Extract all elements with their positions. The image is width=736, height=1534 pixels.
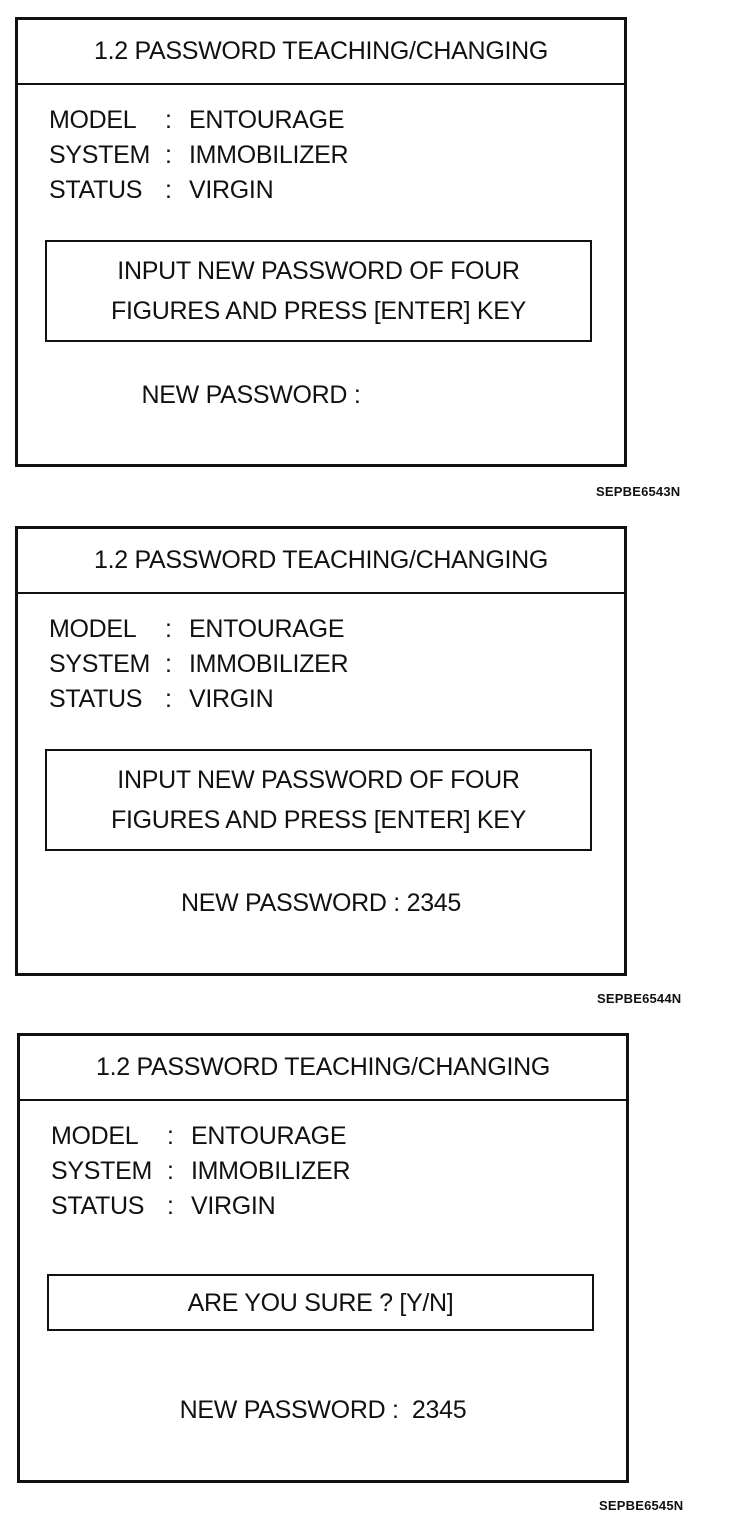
info-separator: : [165,176,172,204]
message-box [45,749,592,851]
info-value: ENTOURAGE [191,1122,347,1150]
info-value: ENTOURAGE [189,106,345,134]
info-block [49,103,348,208]
info-separator: : [167,1192,174,1220]
info-key: SYSTEM [51,1157,152,1185]
info-row-model [49,103,348,138]
info-row-system [49,138,348,173]
message-line: FIGURES AND PRESS [ENTER] KEY [110,297,526,325]
info-key: MODEL [51,1122,139,1150]
info-row-model [51,1119,350,1154]
info-value: ENTOURAGE [189,615,345,643]
info-separator: : [165,685,172,713]
new-password-field[interactable]: NEW PASSWORD : [141,381,361,409]
info-value: VIRGIN [191,1192,276,1220]
info-separator: : [167,1122,174,1150]
info-key: STATUS [49,685,143,713]
info-value: IMMOBILIZER [189,141,349,169]
info-value: IMMOBILIZER [191,1157,351,1185]
info-value: IMMOBILIZER [189,650,349,678]
figure-caption: SEPBE6544N [597,991,682,1006]
confirm-box [47,1274,594,1331]
new-password-field[interactable]: NEW PASSWORD : 2345 [180,889,462,917]
info-key: STATUS [49,176,143,204]
screen-title: 1.2 PASSWORD TEACHING/CHANGING [18,529,624,594]
info-row-status [49,682,348,717]
info-separator: : [165,106,172,134]
info-row-model [49,612,348,647]
info-key: SYSTEM [49,141,150,169]
info-row-status [49,173,348,208]
screen-1 [15,17,627,467]
new-password-field: NEW PASSWORD : 2345 [179,1396,467,1424]
message-box [45,240,592,342]
info-value: VIRGIN [189,685,274,713]
screen-3 [17,1033,629,1483]
info-separator: : [167,1157,174,1185]
info-key: MODEL [49,106,137,134]
info-block [51,1119,350,1224]
figure-caption: SEPBE6545N [599,1498,684,1513]
info-row-status [51,1189,350,1224]
info-separator: : [165,141,172,169]
figure-caption: SEPBE6543N [596,484,681,499]
info-key: SYSTEM [49,650,150,678]
info-row-system [49,647,348,682]
message-line: INPUT NEW PASSWORD OF FOUR [117,766,520,794]
message-line: INPUT NEW PASSWORD OF FOUR [117,257,520,285]
message-line: FIGURES AND PRESS [ENTER] KEY [110,806,526,834]
info-key: STATUS [51,1192,145,1220]
screen-title: 1.2 PASSWORD TEACHING/CHANGING [18,20,624,85]
confirm-prompt[interactable]: ARE YOU SURE ? [Y/N] [187,1288,454,1317]
screen-title: 1.2 PASSWORD TEACHING/CHANGING [20,1036,626,1101]
info-separator: : [165,650,172,678]
info-separator: : [165,615,172,643]
screen-2 [15,526,627,976]
info-value: VIRGIN [189,176,274,204]
info-row-system [51,1154,350,1189]
info-key: MODEL [49,615,137,643]
info-block [49,612,348,717]
